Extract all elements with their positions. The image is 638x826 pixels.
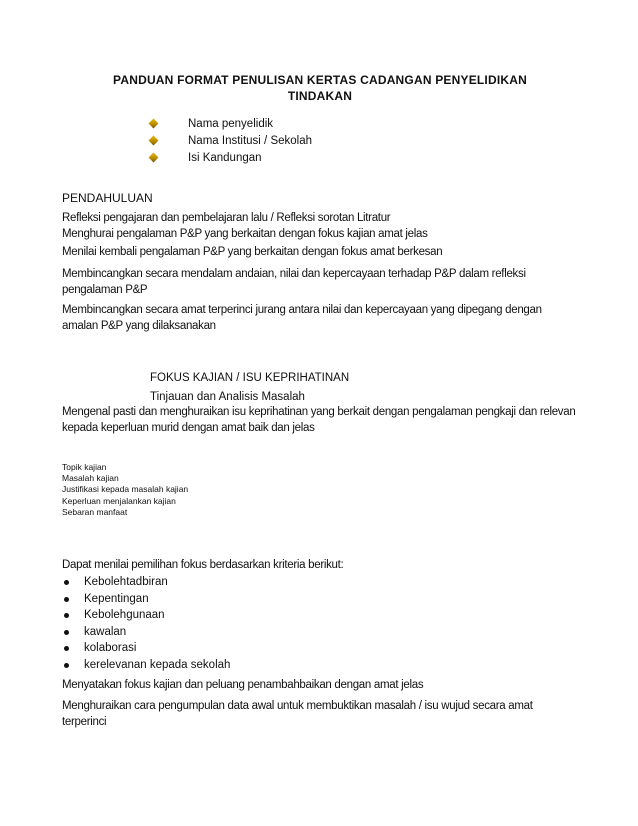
text-line: terperinci	[62, 716, 107, 728]
section-subheading: Tinjauan dan Analisis Masalah	[150, 391, 305, 403]
list-item: Masalah kajian	[62, 473, 119, 484]
diamond-bullet-icon	[149, 119, 159, 129]
small-topic-list	[62, 462, 188, 518]
title-line: PANDUAN FORMAT PENULISAN KERTAS CADANGAN PENYELIDIKAN	[113, 73, 527, 87]
text-line: Menghuraikan cara pengumpulan data awal untuk membuktikan masalah / isu wujud secara amat	[62, 700, 533, 712]
paragraph	[62, 557, 343, 573]
list-item-label: Nama penyelidik	[188, 118, 274, 130]
text-line: Refleksi pengajaran dan pembelajaran lalu / Refleksi sorotan Litratur	[62, 212, 391, 224]
paragraph	[62, 698, 533, 730]
text-line: pengalaman P&P	[62, 284, 148, 296]
text-line: Menilai kembali pengalaman P&P yang berkaitan dengan fokus amat berkesan	[62, 246, 443, 258]
text-line: Menghurai pengalaman P&P yang berkaitan dengan fokus kajian amat jelas	[62, 228, 428, 240]
list-item-label: kerelevanan kepada sekolah	[84, 658, 231, 671]
list-item-label: kolaborasi	[84, 642, 137, 654]
text-line: Membincangkan secara amat terperinci jurang antara nilai dan kepercayaan yang dipegang dengan	[62, 304, 542, 316]
list-item: Keperluan menjalankan kajian	[62, 495, 176, 506]
diamond-bullet-icon	[149, 153, 159, 163]
diamond-bullet-icon	[149, 136, 159, 146]
text-line: amalan P&P yang dilaksanakan	[62, 320, 216, 332]
title-line: TINDAKAN	[287, 89, 353, 103]
section-heading: FOKUS KAJIAN / ISU KEPRIHATINAN	[150, 372, 350, 384]
text-line: Menyatakan fokus kajian dan peluang penambahbaikan dengan amat jelas	[62, 679, 424, 691]
list-item-label: Kebolehtadbiran	[84, 576, 168, 588]
text-line: kepada keperluan murid dengan amat baik dan jelas	[62, 422, 315, 434]
list-item-label: Kepentingan	[84, 592, 149, 605]
paragraph	[62, 266, 526, 298]
paragraph	[62, 210, 428, 242]
list-item-label: Nama Institusi / Sekolah	[188, 135, 313, 147]
text-line: Mengenal pasti dan menghuraikan isu keprihatinan yang berkait dengan pengalaman pengkaji dan relevan	[62, 406, 576, 418]
bullet-icon	[64, 613, 69, 618]
document-title	[80, 72, 560, 104]
paragraph	[62, 404, 575, 436]
section-heading: PENDAHULUAN	[62, 191, 153, 205]
bullet-icon	[64, 646, 69, 651]
list-item-label: Isi Kandungan	[188, 152, 262, 164]
list-item: Sebaran manfaat	[62, 506, 128, 517]
paragraph	[62, 302, 542, 334]
text-line: Dapat menilai pemilihan fokus berdasarkan kriteria berikut:	[62, 559, 344, 571]
list-item: Topik kajian	[62, 462, 107, 472]
list-item-label: Kebolehgunaan	[84, 609, 165, 621]
paragraph	[62, 677, 423, 693]
bullet-icon	[64, 630, 69, 635]
bullet-icon	[64, 663, 69, 668]
paragraph	[62, 244, 442, 260]
text-line: Membincangkan secara mendalam andaian, nilai dan kepercayaan terhadap P&P dalam refleksi	[62, 268, 526, 280]
bullet-icon	[64, 597, 69, 602]
bullet-icon	[64, 580, 69, 585]
list-item-label: kawalan	[84, 625, 127, 638]
list-item: Justifikasi kepada masalah kajian	[62, 484, 189, 495]
